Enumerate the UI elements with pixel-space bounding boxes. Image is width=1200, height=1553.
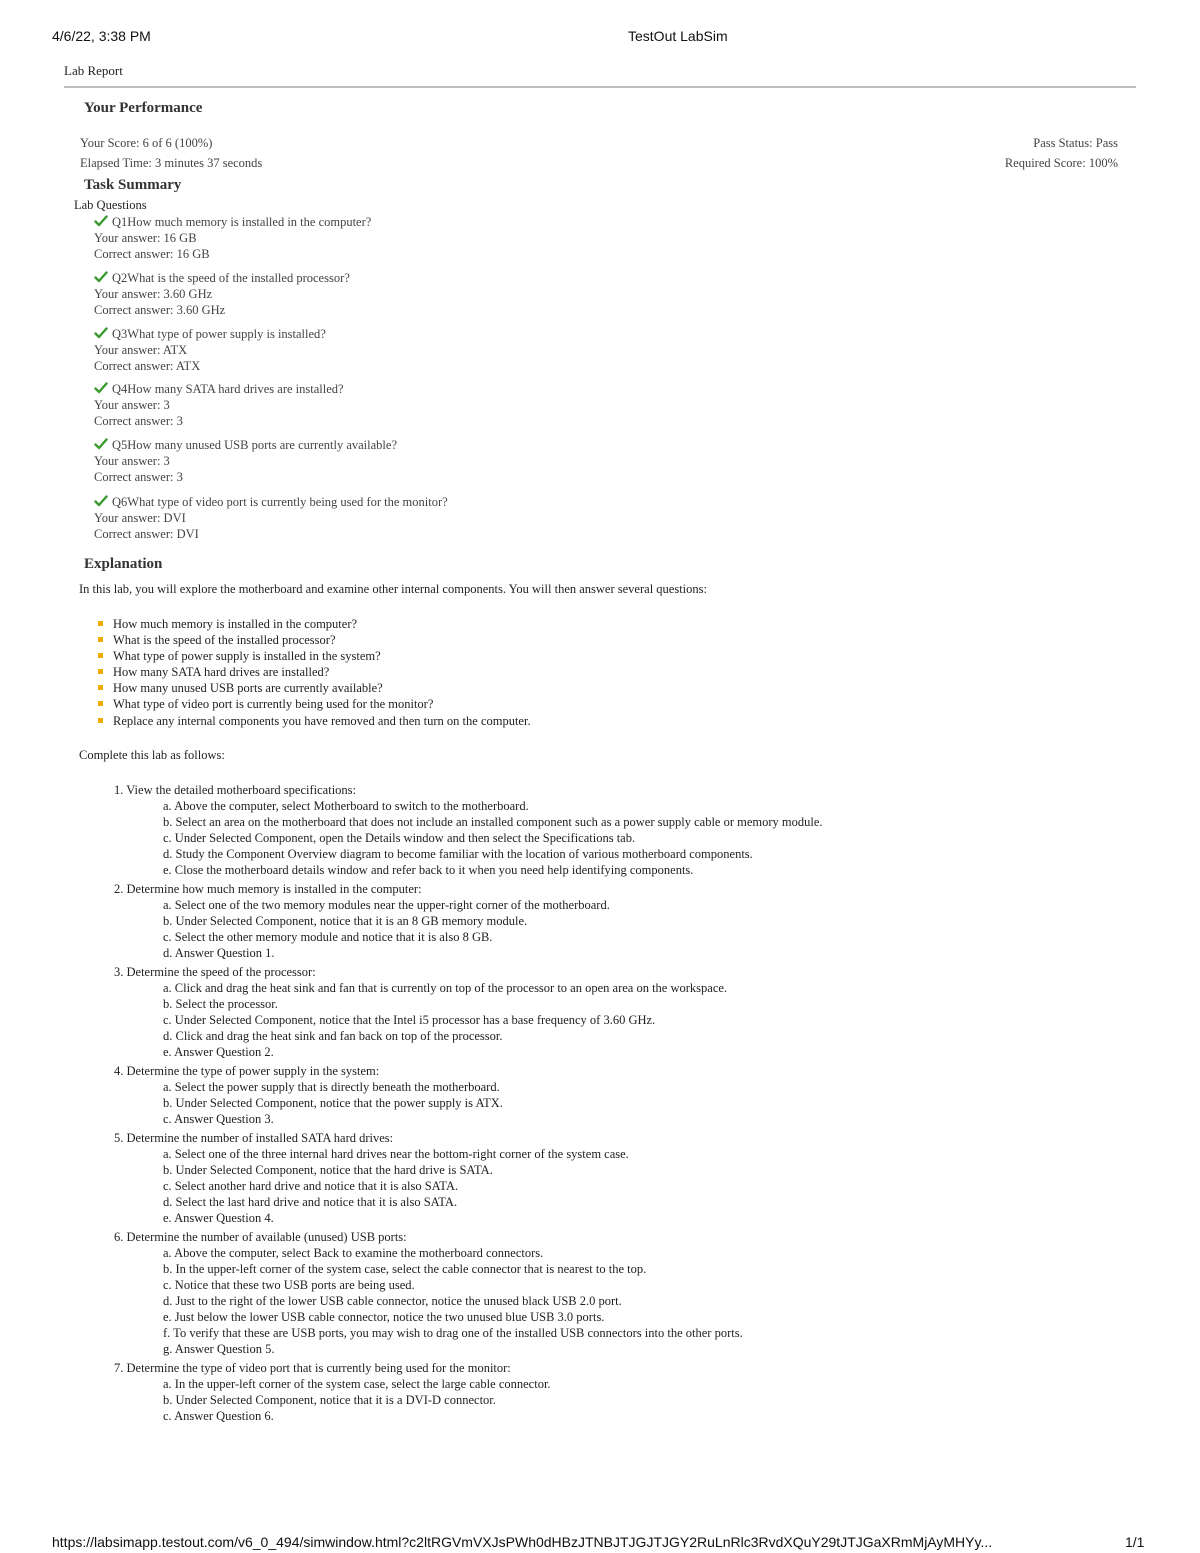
step-substep: d. Study the Component Overview diagram to become familiar with the location of various motherboard components. [163,847,753,861]
bullet-icon [98,685,103,690]
question-text: Q2What is the speed of the installed processor? [112,271,350,285]
bullet-text: How many SATA hard drives are installed? [113,665,330,680]
required-score: Required Score: 100% [1004,156,1118,170]
footer-url: https://labsimapp.testout.com/v6_0_494/simwindow.html?c2ltRGVmVXJsPWh0dHBzJTNBJTJGJTJGY2RuLnRlc3RvdXQuY29tJTJGaXRmMjAyMHYy... [52,1534,993,1550]
page-title: TestOut LabSim [628,28,728,44]
question-text: Q1How much memory is installed in the computer? [112,215,372,229]
step-substep: b. Under Selected Component, notice that it is an 8 GB memory module. [163,914,528,928]
step-substep: a. Above the computer, select Back to examine the motherboard connectors. [163,1246,544,1260]
question-item [94,214,371,262]
bullet-text: How many unused USB ports are currently available? [113,681,383,696]
print-datetime: 4/6/22, 3:38 PM [52,28,151,44]
bullet-text: What type of power supply is installed in the system? [113,649,381,664]
step-substep: a. Select one of the three internal hard drives near the bottom-right corner of the system case. [163,1147,629,1161]
step-substep: e. Answer Question 2. [163,1045,274,1059]
check-icon [94,437,108,451]
question-item [94,437,397,485]
bullet-icon [98,653,103,658]
step-substep: c. Under Selected Component, notice that the Intel i5 processor has a base frequency of 3.60 GHz. [163,1013,656,1027]
lab-steps [114,782,823,1424]
question-bullet [98,648,531,664]
check-icon [94,214,108,228]
your-answer: Your answer: 16 GB [94,231,197,245]
bullet-icon [98,718,103,723]
step-substep: c. Answer Question 3. [163,1112,274,1126]
step-substep: b. Under Selected Component, notice that the hard drive is SATA. [163,1163,493,1177]
step-title: 7. Determine the type of video port that is currently being used for the monitor: [114,1361,511,1375]
correct-answer: Correct answer: DVI [94,527,199,541]
step-title: 1. View the detailed motherboard specifications: [114,783,356,797]
your-answer: Your answer: ATX [94,343,188,357]
step-substep: c. Select another hard drive and notice that it is also SATA. [163,1179,459,1193]
check-icon [94,270,108,284]
question-text-row [94,326,326,342]
lab-report-label: Lab Report [64,63,123,78]
step-substep: f. To verify that these are USB ports, you may wish to drag one of the installed USB connectors into the other ports. [163,1326,743,1340]
task-summary-heading: Task Summary [84,177,182,193]
your-answer: Your answer: 3 [94,398,170,412]
step-substep: d. Answer Question 1. [163,946,275,960]
bullet-icon [98,621,103,626]
bullet-icon [98,669,103,674]
question-item [94,270,350,318]
lab-questions-label: Lab Questions [74,198,147,212]
question-bullet [98,616,531,632]
question-text-row [94,214,371,230]
question-bullet [98,680,531,696]
bullet-text: What type of video port is currently being used for the monitor? [113,697,434,712]
step-substep: d. Select the last hard drive and notice that it is also SATA. [163,1195,458,1209]
step-substep: a. Click and drag the heat sink and fan that is currently on top of the processor to an open area on the workspace. [163,981,728,995]
question-item [94,494,448,542]
your-answer: Your answer: DVI [94,511,186,525]
question-bullet-list [98,616,531,729]
step-substep: e. Answer Question 4. [163,1211,274,1225]
correct-answer: Correct answer: ATX [94,359,201,373]
bullet-icon [98,701,103,706]
step-title: 3. Determine the speed of the processor: [114,965,316,979]
step-title: 5. Determine the number of installed SATA hard drives: [114,1131,394,1145]
correct-answer: Correct answer: 3 [94,470,183,484]
bullet-text: What is the speed of the installed processor? [113,633,336,648]
question-bullet [98,632,531,648]
performance-heading: Your Performance [84,100,203,116]
explanation-heading: Explanation [84,556,163,572]
correct-answer: Correct answer: 3.60 GHz [94,303,226,317]
step-substep: b. Under Selected Component, notice that it is a DVI-D connector. [163,1393,496,1407]
page-number: 1/1 [1125,1534,1145,1550]
complete-lab-label: Complete this lab as follows: [79,748,225,762]
check-icon [94,494,108,508]
step-substep: c. Select the other memory module and notice that it is also 8 GB. [163,930,493,944]
bullet-icon [98,637,103,642]
step-substep: c. Under Selected Component, open the Details window and then select the Specifications tab. [163,831,636,845]
correct-answer: Correct answer: 16 GB [94,247,210,261]
question-text: Q6What type of video port is currently being used for the monitor? [112,495,448,509]
pass-status: Pass Status: Pass [1033,136,1118,150]
check-icon [94,381,108,395]
step-substep: c. Notice that these two USB ports are being used. [163,1278,415,1292]
question-text-row [94,437,397,453]
step-substep: a. Select the power supply that is directly beneath the motherboard. [163,1080,500,1094]
step-substep: d. Just to the right of the lower USB cable connector, notice the unused black USB 2.0 port. [163,1294,622,1308]
step-substep: b. Select an area on the motherboard that does not include an installed component such as a power supply cable or memory module. [163,815,823,829]
question-item [94,381,344,429]
step-substep: a. Select one of the two memory modules near the upper-right corner of the motherboard. [163,898,610,912]
question-bullet [98,696,531,712]
question-text-row [94,494,448,510]
question-bullet [98,713,531,729]
step-substep: e. Just below the lower USB cable connector, notice the two unused blue USB 3.0 ports. [163,1310,605,1324]
elapsed-time: Elapsed Time: 3 minutes 37 seconds [80,156,263,170]
bullet-text: Replace any internal components you have removed and then turn on the computer. [113,713,531,728]
question-item [94,326,326,374]
step-substep: a. Above the computer, select Motherboard to switch to the motherboard. [163,799,529,813]
your-answer: Your answer: 3 [94,454,170,468]
question-text: Q5How many unused USB ports are currently available? [112,438,397,452]
question-text-row [94,270,350,286]
header-divider [64,86,1136,88]
step-title: 4. Determine the type of power supply in the system: [114,1064,380,1078]
correct-answer: Correct answer: 3 [94,414,183,428]
question-text: Q4How many SATA hard drives are installed? [112,382,344,396]
step-substep: b. Under Selected Component, notice that the power supply is ATX. [163,1096,503,1110]
step-substep: g. Answer Question 5. [163,1342,275,1356]
step-substep: a. In the upper-left corner of the system case, select the large cable connector. [163,1377,551,1391]
question-text-row [94,381,344,397]
step-substep: e. Close the motherboard details window and refer back to it when you need help identifying components. [163,863,694,877]
step-substep: d. Click and drag the heat sink and fan back on top of the processor. [163,1029,503,1043]
step-title: 6. Determine the number of available (unused) USB ports: [114,1230,407,1244]
bullet-text: How much memory is installed in the computer? [113,617,358,631]
explanation-intro: In this lab, you will explore the motherboard and examine other internal components. You will then answer several questions: [79,582,707,596]
your-answer: Your answer: 3.60 GHz [94,287,213,301]
step-substep: b. In the upper-left corner of the system case, select the cable connector that is nearest to the top. [163,1262,647,1276]
question-text: Q3What type of power supply is installed? [112,327,326,341]
question-bullet [98,664,531,680]
step-substep: c. Answer Question 6. [163,1409,274,1423]
step-substep: b. Select the processor. [163,997,278,1011]
step-title: 2. Determine how much memory is installed in the computer: [114,882,422,896]
your-score: Your Score: 6 of 6 (100%) [80,136,213,150]
check-icon [94,326,108,340]
